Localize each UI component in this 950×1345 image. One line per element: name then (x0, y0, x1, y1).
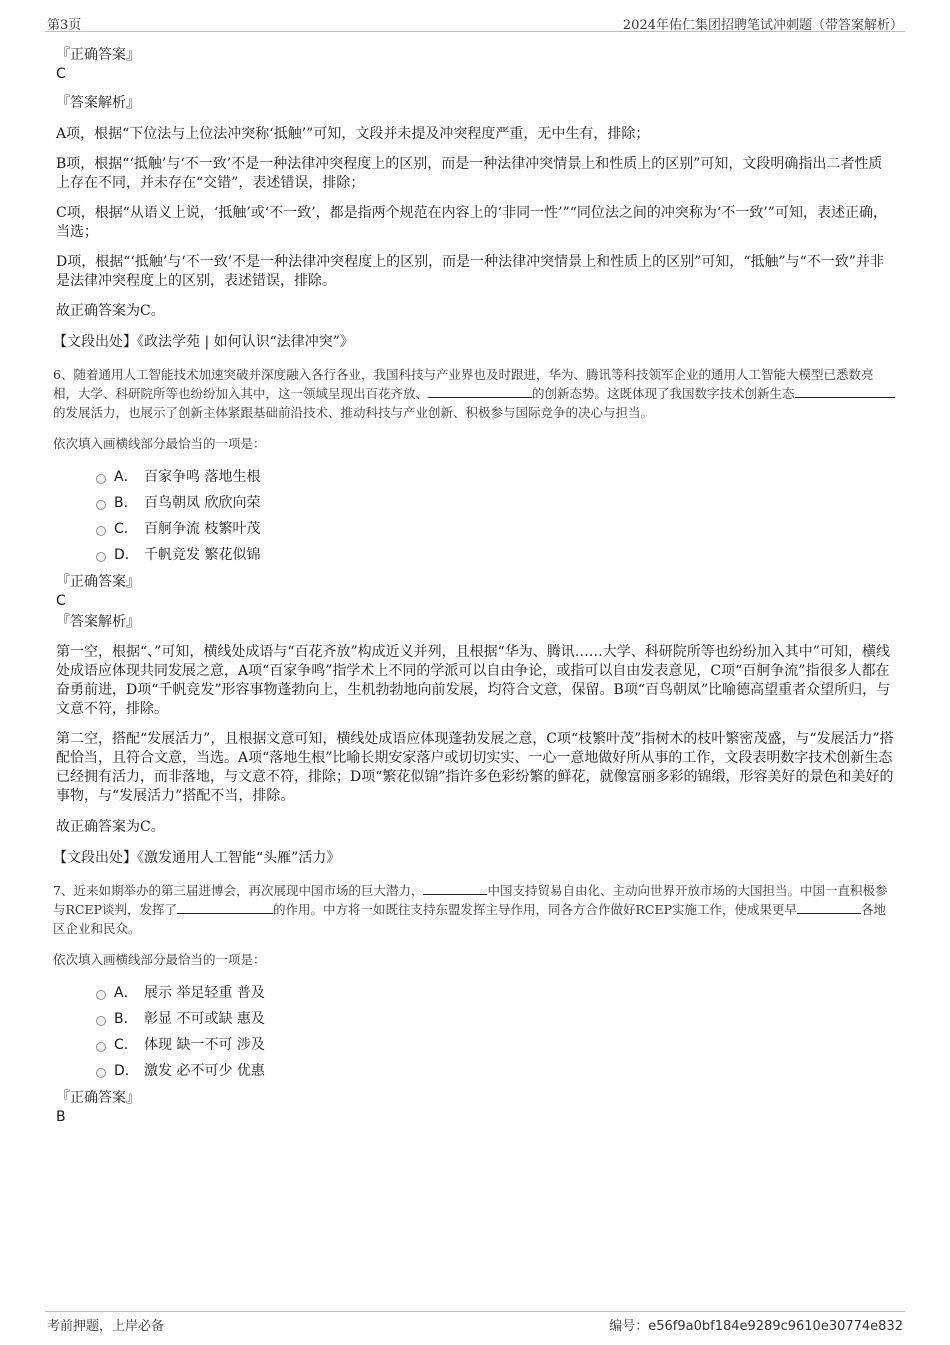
q6-option-d[interactable]: D． 千帆竞发 繁花似锦 (56, 545, 896, 571)
q6-options (56, 467, 896, 571)
q7-option-d[interactable]: D． 激发 必不可少 优惠 (56, 1061, 896, 1087)
q6-conclusion: 故正确答案为C。 (56, 819, 165, 835)
radio-icon[interactable] (96, 1042, 106, 1052)
radio-icon[interactable] (96, 552, 106, 562)
radio-icon[interactable] (96, 474, 106, 484)
q5-answer-label: 『正确答案』 (56, 47, 140, 63)
q6-answer: C (56, 593, 66, 609)
document-code: 编号：e56f9a0bf184e9289c9610e30774e832 (609, 1319, 903, 1334)
radio-icon[interactable] (96, 526, 106, 536)
q7-answer: B (56, 1109, 66, 1125)
footer-slogan: 考前押题，上岸必备 (47, 1319, 165, 1334)
q7-blank-1 (423, 881, 487, 895)
q6-analysis-label: 『答案解析』 (56, 614, 140, 630)
q7-stem: 7、近来如期举办的第三届进博会，再次展现中国市场的巨大潜力， 中国支持贸易自由化、主动向世界开放市场的大国担当。中国一直积极参与RCEP谈判，发挥了 的作用。中方将一如既往支持东盟发挥主导作用，同各方合作做好RCEP实施工作，使成果更早 各地区企业和民众。 (53, 883, 888, 936)
q5-answer: C (56, 66, 66, 82)
page-footer (45, 1311, 905, 1332)
document-title: 2024年佑仁集团招聘笔试冲刺题（带答案解析） (622, 18, 903, 33)
q7-options (56, 983, 896, 1087)
page-number: 第3页 (47, 18, 82, 33)
radio-icon[interactable] (96, 990, 106, 1000)
q6-option-a[interactable]: A． 百家争鸣 落地生根 (56, 467, 896, 493)
radio-icon[interactable] (96, 1068, 106, 1078)
q6-option-c[interactable]: C． 百舸争流 枝繁叶茂 (56, 519, 896, 545)
q6-blank-1 (428, 384, 532, 398)
q6-option-b[interactable]: B． 百鸟朝凤 欣欣向荣 (56, 493, 896, 519)
q6-analysis-1: 第一空，根据“、”可知，横线处成语与“百花齐放”构成近义并列，且根据“华为、腾讯……大学、科研院所等也纷纷加入其中”可知，横线处成语应体现共同发展之意，A项“百家争鸣”指学术上不同的学派可以自由争论，或指可以自由发表意见，C项“百舸争流”指很多人都在奋勇前进，D项“千帆竞发”形容事物蓬勃向上，生机勃勃地向前发展，均符合文意，保留。B项“百鸟朝凤”比喻德高望重者众望所归，与文意不符，排除。 (56, 644, 891, 717)
q5-analysis-d: D项，根据“‘抵触’与‘不一致’不是一种法律冲突程度上的区别，而是一种法律冲突情景上和性质上的区别”可知，“抵触”与“不一致”并非是法律冲突程度上的区别，表述错误，排除。 (56, 254, 884, 289)
q5-analysis-label: 『答案解析』 (56, 95, 140, 111)
q7-answer-label: 『正确答案』 (56, 1090, 140, 1106)
q6-answer-label: 『正确答案』 (56, 574, 140, 590)
radio-icon[interactable] (96, 500, 106, 510)
q7-option-b[interactable]: B． 彰显 不可或缺 惠及 (56, 1009, 896, 1035)
page-header (45, 11, 905, 32)
q5-analysis-a: A项，根据“下位法与上位法冲突称‘抵触’”可知，文段并未提及冲突程度严重，无中生有，排除； (56, 126, 650, 142)
q5-conclusion: 故正确答案为C。 (56, 303, 165, 319)
q6-blank-2 (795, 384, 895, 398)
q6-prompt: 依次填入画横线部分最恰当的一项是： (53, 436, 266, 451)
q7-option-a[interactable]: A． 展示 举足轻重 普及 (56, 983, 896, 1009)
q7-blank-2 (177, 900, 273, 914)
q5-source: 【文段出处】《政法学苑 | 如何认识“法律冲突”》 (53, 334, 354, 350)
q7-blank-3 (797, 900, 861, 914)
q7-prompt: 依次填入画横线部分最恰当的一项是： (53, 952, 266, 967)
page-content (53, 46, 896, 1127)
q6-analysis-2: 第二空，搭配“发展活力”，且根据文意可知，横线处成语应体现蓬勃发展之意，C项“枝繁叶茂”指树木的枝叶繁密茂盛，与“发展活力”搭配恰当，且符合文意，当选。A项“落地生根”比喻长期安家落户或切切实实、一心一意地做好所从事的工作，文段表明数字技术创新生态已经拥有活力，而非落地，与文意不符，排除；D项“繁花似锦”指许多色彩纷繁的鲜花，就像富丽多彩的锦缎，形容美好的景色和美好的事物，与“发展活力”搭配不当，排除。 (56, 731, 894, 804)
q5-analysis-b: B项，根据“‘抵触’与‘不一致’不是一种法律冲突程度上的区别，而是一种法律冲突情景上和性质上的区别”可知，文段明确指出二者性质上存在不同，并未存在“交错”，表述错误，排除； (56, 156, 883, 191)
q7-option-c[interactable]: C． 体现 缺一不可 涉及 (56, 1035, 896, 1061)
q6-stem: 6、随着通用人工智能技术加速突破并深度融入各行各业，我国科技与产业界也及时跟进，华为、腾讯等科技领军企业的通用人工智能大模型已悉数亮相，大学、科研院所等也纷纷加入其中，这一领域呈现出百花齐放、 的创新态势。这既体现了我国数字技术创新生态的发展活力，也展示了创新主体紧跟基础前沿技术、推动科技与产业创新、积极参与国际竞争的决心与担当。 (53, 365, 896, 422)
radio-icon[interactable] (96, 1016, 106, 1026)
q6-source: 【文段出处】《激发通用人工智能“头雁”活力》 (53, 850, 341, 866)
q5-analysis-c: C项，根据“从语义上说，‘抵触’或‘不一致’，都是指两个规范在内容上的‘非同一性’”“同位法之间的冲突称为‘不一致’”可知，表述正确，当选； (56, 205, 887, 240)
